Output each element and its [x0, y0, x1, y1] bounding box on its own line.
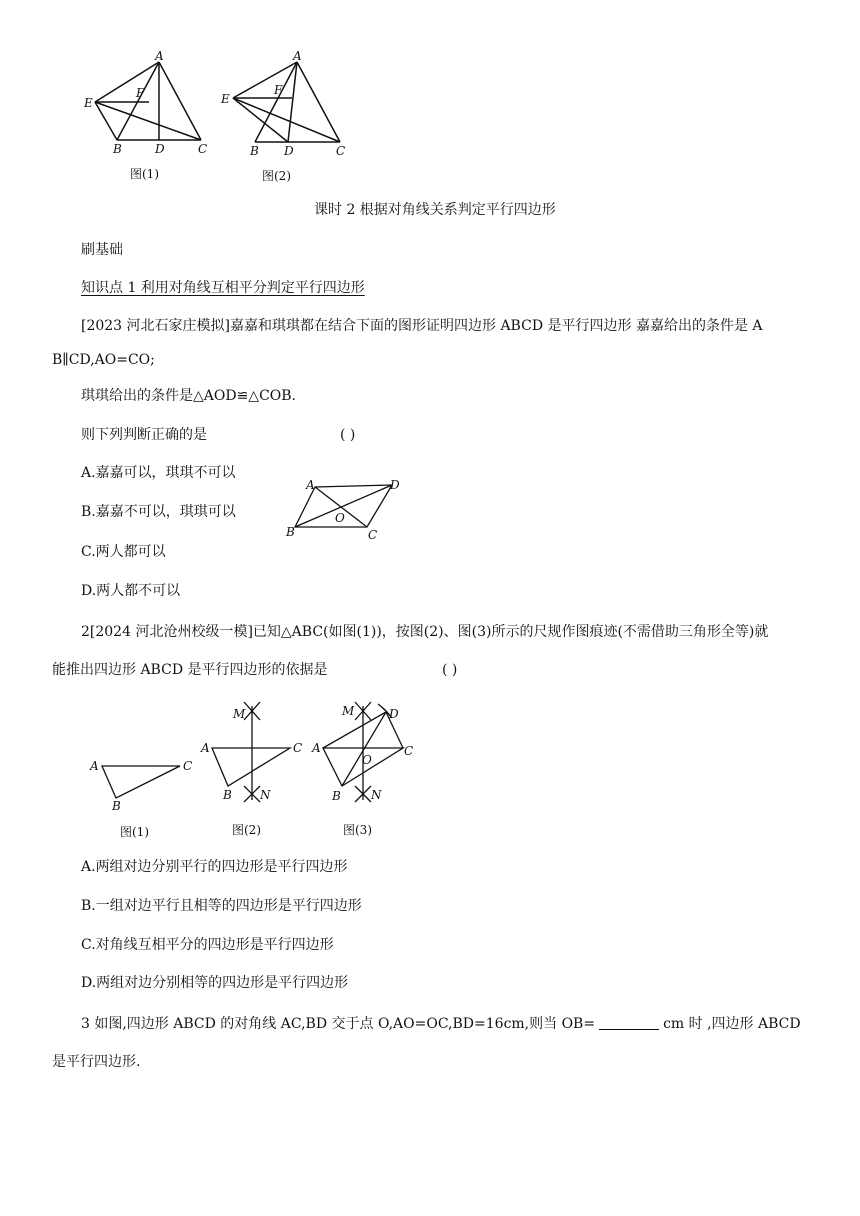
- fig2-caption: 图(2): [262, 169, 291, 183]
- fig2-label-A: A: [293, 50, 302, 63]
- q2-line1: 2[2024 河北沧州校级一模]已知△ABC(如图(1))，按图(2)、图(3)所示的尺规作图痕迹(不需借助三角形全等)就: [81, 624, 769, 640]
- q2-fig3-label-C: C: [404, 744, 414, 758]
- q2-option-a: A.两组对边分别平行的四边形是平行四边形: [81, 859, 348, 875]
- q2-option-c: C.对角线互相平分的四边形是平行四边形: [81, 937, 334, 953]
- q2-fig1-label-B: B: [112, 799, 121, 813]
- q1-label-C: C: [368, 528, 378, 542]
- q1-label-A: A: [306, 478, 315, 492]
- q3-answer-blank[interactable]: [599, 1015, 659, 1030]
- fig1-label-F: F: [136, 86, 145, 100]
- q2-fig2-label-M: M: [233, 707, 246, 721]
- q2-fig3-label-M: M: [342, 704, 355, 718]
- q1-label-D: D: [390, 478, 400, 492]
- fig2-label-D: D: [284, 144, 294, 158]
- fig1-label-B: B: [113, 142, 122, 156]
- q1-line2: B∥CD,AO=CO;: [52, 352, 155, 368]
- q3-line1: [81, 1014, 801, 1034]
- fig1-label-A: A: [155, 50, 164, 63]
- q2-option-b: B.一组对边平行且相等的四边形是平行四边形: [81, 898, 362, 914]
- fig1-label-C: C: [198, 142, 208, 156]
- q2-figures: [80, 698, 420, 843]
- figure-1-top: [95, 62, 201, 140]
- knowledge-point: 知识点 1 利用对角线互相平分判定平行四边形: [81, 280, 365, 296]
- q3-line2: 是平行四边形.: [52, 1054, 141, 1070]
- q2-caption-3: 图(3): [343, 823, 372, 837]
- q2-fig3-label-D: D: [389, 707, 399, 721]
- q1-label-O: O: [335, 511, 345, 525]
- q2-answer-paren: ( ): [442, 662, 458, 678]
- q1-prompt: 则下列判断正确的是: [81, 427, 207, 443]
- q2-caption-2: 图(2): [232, 823, 261, 837]
- q1-line1: [2023 河北石家庄模拟]嘉嘉和琪琪都在结合下面的图形证明四边形 ABCD 是平行四边形 嘉嘉给出的条件是 A: [81, 318, 763, 334]
- section-basic: 刷基础: [81, 242, 123, 258]
- q2-caption-1: 图(1): [120, 825, 149, 839]
- q2-fig3-label-N: N: [371, 788, 382, 802]
- q1-parallelogram-figure: [280, 472, 410, 547]
- q2-fig2-label-B: B: [223, 788, 232, 802]
- top-figures: [80, 50, 360, 190]
- figure-2-top: [233, 62, 340, 142]
- fig1-caption: 图(1): [130, 167, 159, 181]
- fig1-label-E: E: [84, 96, 93, 110]
- q2-fig2-label-N: N: [260, 788, 271, 802]
- q2-figure-2: [212, 702, 290, 802]
- q2-fig1-label-A: A: [90, 759, 99, 773]
- q2-fig3-label-A: A: [312, 741, 321, 755]
- fig2-label-B: B: [250, 144, 259, 158]
- q1-option-a: A.嘉嘉可以，琪琪不可以: [81, 465, 236, 481]
- fig2-label-F: F: [274, 83, 283, 97]
- q1-option-b: B.嘉嘉不可以，琪琪可以: [81, 504, 236, 520]
- q2-fig1-label-C: C: [183, 759, 193, 773]
- fig1-label-D: D: [155, 142, 165, 156]
- q2-option-d: D.两组对边分别相等的四边形是平行四边形: [81, 975, 349, 991]
- q3-text-after-blank: cm 时 ,四边形 ABCD: [663, 1016, 801, 1032]
- q1-label-B: B: [286, 525, 295, 539]
- q2-fig3-label-O: O: [362, 753, 372, 767]
- q2-fig2-label-C: C: [293, 741, 303, 755]
- q2-fig2-label-A: A: [201, 741, 210, 755]
- q1-option-c: C.两人都可以: [81, 544, 166, 560]
- q2-figure-1: [102, 766, 180, 798]
- lesson-title: 课时 2 根据对角线关系判定平行四边形: [314, 202, 556, 218]
- q1-answer-paren: ( ): [340, 427, 356, 443]
- fig2-label-E: E: [221, 92, 230, 106]
- q2-fig3-label-B: B: [332, 789, 341, 803]
- q1-line3: 琪琪给出的条件是△AOD≌△COB.: [81, 388, 297, 404]
- q3-text-before-blank: 3 如图,四边形 ABCD 的对角线 AC,BD 交于点 O,AO=OC,BD=16cm,则当 OB=: [81, 1016, 596, 1032]
- q2-line2: 能推出四边形 ABCD 是平行四边形的依据是: [52, 662, 328, 678]
- fig2-label-C: C: [336, 144, 346, 158]
- q1-option-d: D.两人都不可以: [81, 583, 181, 599]
